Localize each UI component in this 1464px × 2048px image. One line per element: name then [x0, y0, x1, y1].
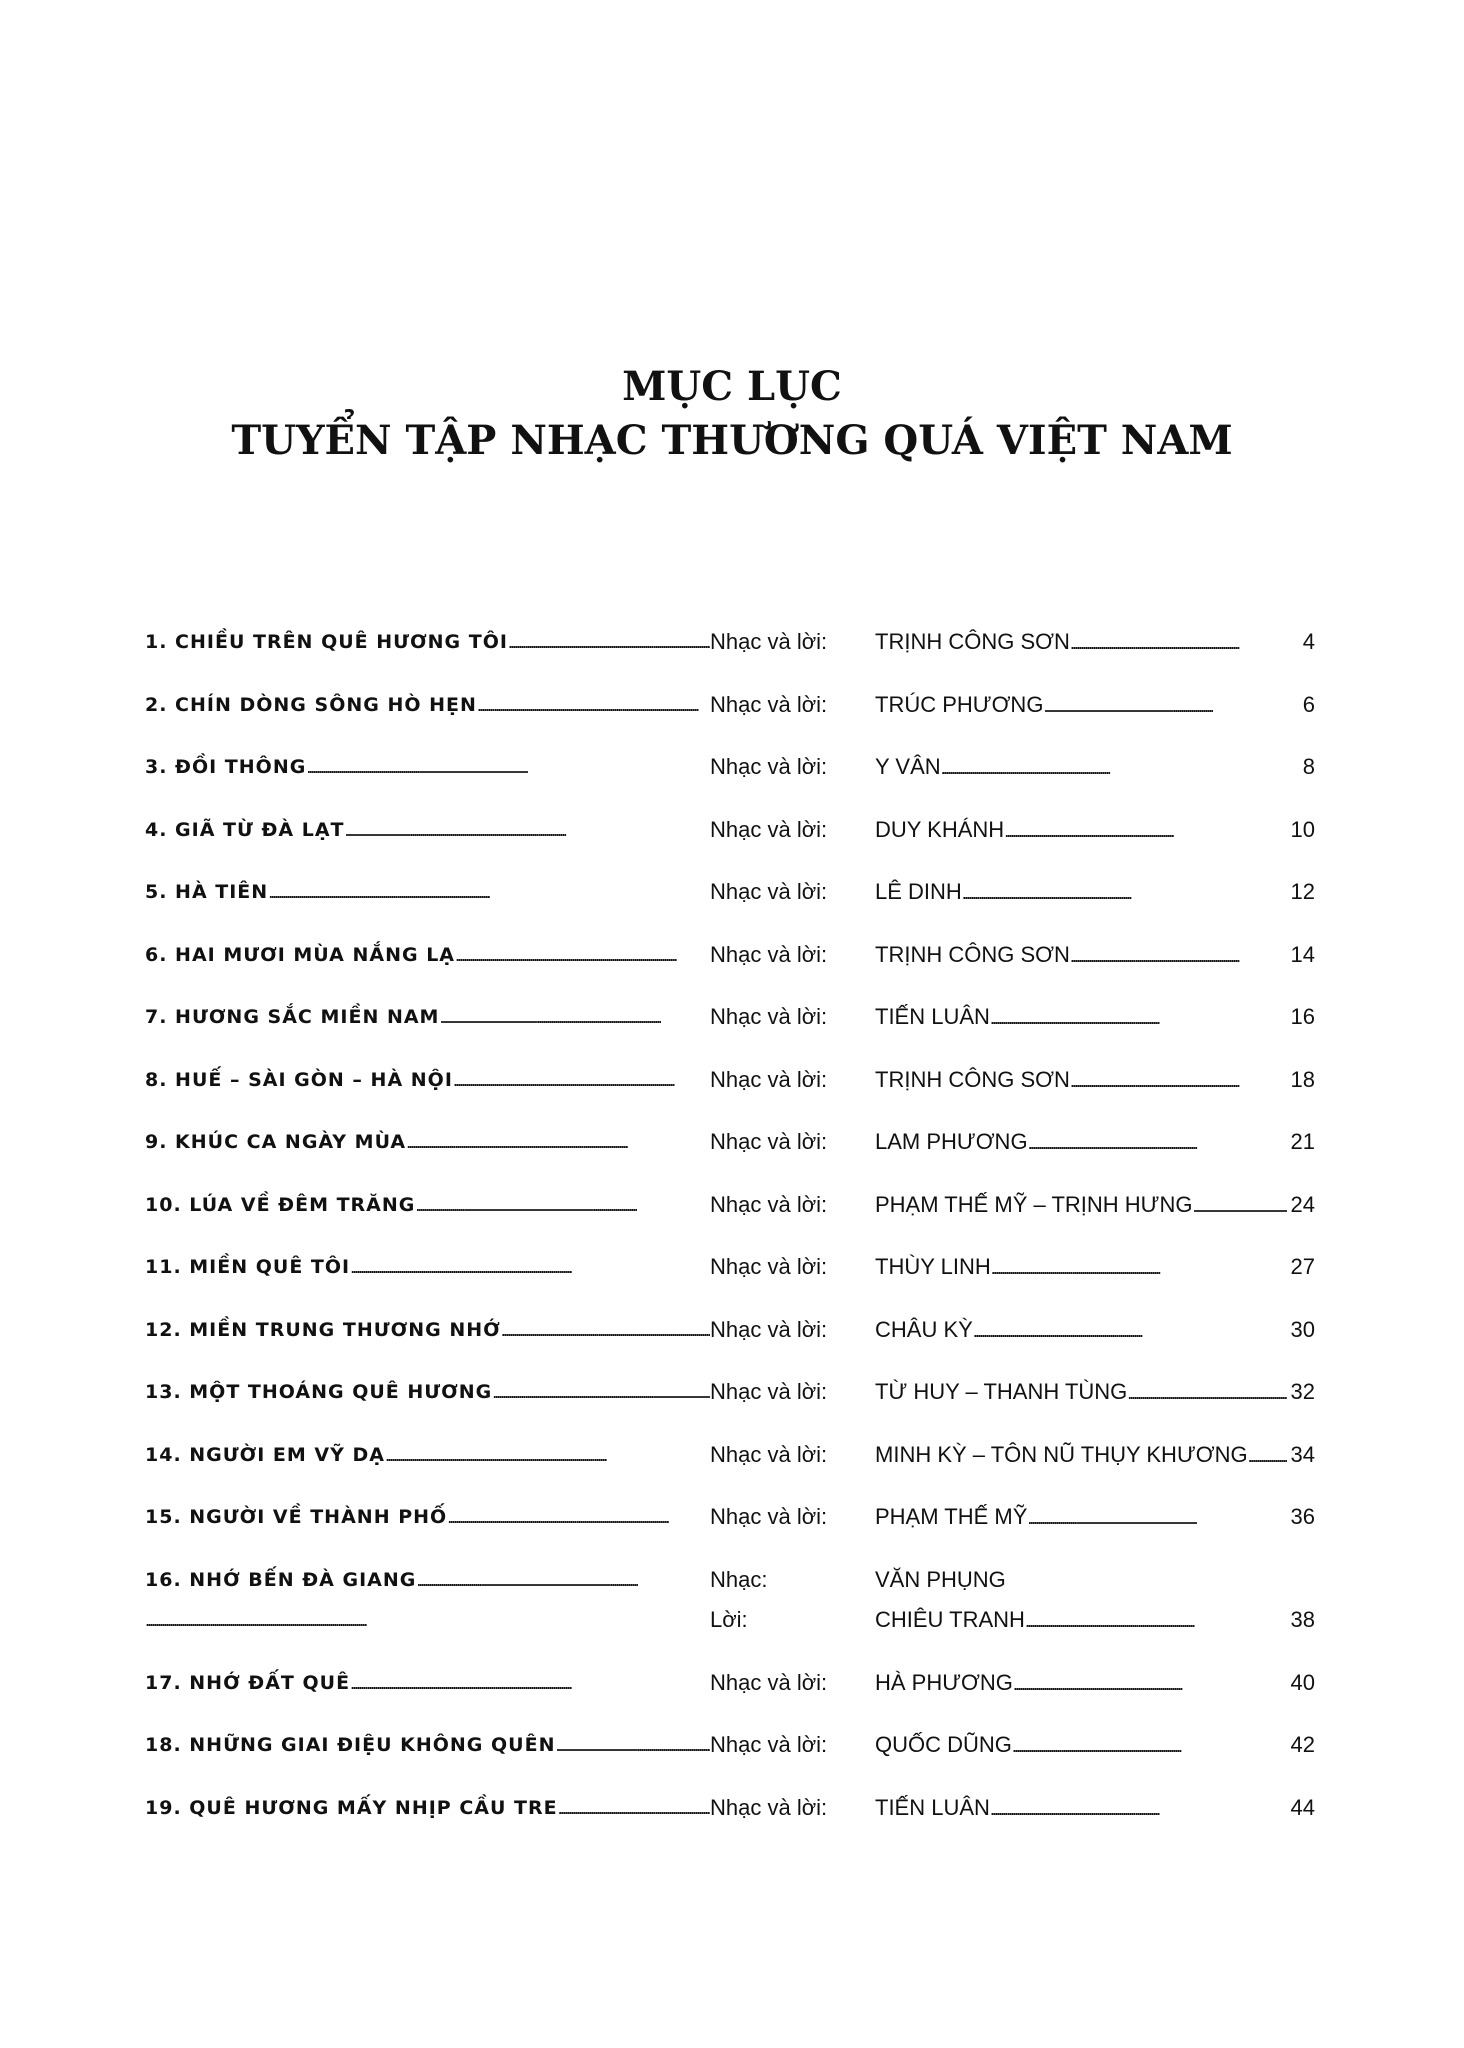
- author-name: TIẾN LUÂN: [875, 1795, 990, 1820]
- toc-entry-title-cell: [145, 683, 710, 727]
- toc-entry-title-cell: [145, 1723, 710, 1767]
- credit-role: Nhạc và lời:: [710, 1379, 828, 1404]
- credit-role: Nhạc và lời:: [710, 1317, 828, 1342]
- page-heading: [0, 360, 1464, 468]
- song-title: 14. NGƯỜI EM VỸ DẠ: [145, 1444, 385, 1466]
- song-title: 19. QUÊ HƯƠNG MẤY NHỊP CẦU TRE: [145, 1797, 558, 1819]
- song-title: 10. LÚA VỀ ĐÊM TRĂNG: [145, 1194, 416, 1216]
- song-title: 13. MỘT THOÁNG QUÊ HƯƠNG: [145, 1381, 493, 1403]
- toc-entry: [145, 1598, 1315, 1642]
- toc-entry: [145, 1245, 1315, 1289]
- credit-role: Nhạc và lời:: [710, 1442, 828, 1467]
- song-title: 3. ĐỒI THÔNG: [145, 756, 307, 778]
- author-name: QUỐC DŨNG: [875, 1732, 1012, 1757]
- song-title: 6. HAI MƯƠI MÙA NẮNG LẠ: [145, 944, 456, 966]
- dot-leader: [962, 870, 1287, 914]
- song-title: 4. GIÃ TỪ ĐÀ LẠT: [145, 819, 345, 841]
- dot-leader: [455, 933, 710, 977]
- toc-entry-title-cell: [145, 1308, 710, 1352]
- author-name: PHẠM THẾ MỸ – TRỊNH HƯNG: [875, 1192, 1193, 1217]
- dot-leader: [501, 1308, 710, 1352]
- toc-entry: [145, 808, 1315, 852]
- dot-leader: [973, 1308, 1287, 1352]
- page-number: 6: [1302, 692, 1315, 717]
- author-name: DUY KHÁNH: [875, 817, 1005, 842]
- credit-role: Nhạc và lời:: [710, 754, 828, 779]
- toc-entry-author-cell: [875, 683, 1315, 727]
- dot-leader: [1248, 1433, 1287, 1477]
- dot-leader: [477, 683, 710, 727]
- credit-role: Nhạc và lời:: [710, 879, 828, 904]
- toc-entry-author-cell: [875, 620, 1315, 664]
- dot-leader: [416, 1558, 710, 1602]
- dot-leader: [508, 620, 710, 664]
- toc-entry-author-cell: [875, 1661, 1315, 1705]
- toc-entry-author-cell: [875, 1120, 1315, 1164]
- toc-entry: [145, 1433, 1315, 1477]
- dot-leader: [1043, 683, 1298, 727]
- dot-leader: [453, 1058, 710, 1102]
- author-name: THÙY LINH: [875, 1254, 991, 1279]
- song-title: 16. NHỚ BẾN ĐÀ GIANG: [145, 1569, 417, 1591]
- dot-leader: [385, 1433, 710, 1477]
- toc-entry-author-cell: [875, 808, 1315, 852]
- author-name: TRÚC PHƯƠNG: [875, 692, 1044, 717]
- toc-entry: [145, 1786, 1315, 1830]
- toc-entry-author-cell: [875, 1786, 1315, 1830]
- dot-leader: [1070, 1058, 1287, 1102]
- credit-role: Nhạc và lời:: [710, 1254, 828, 1279]
- toc-entry-title-cell: [145, 1245, 710, 1289]
- author-name: CHÂU KỲ: [875, 1317, 973, 1342]
- dot-leader: [492, 1370, 710, 1414]
- toc-entry-title-cell: [145, 1558, 710, 1602]
- toc-entry-title-cell: [145, 1120, 710, 1164]
- dot-leader: [406, 1120, 710, 1164]
- toc-entry-author-cell: [875, 1308, 1315, 1352]
- credit-role: Nhạc và lời:: [710, 1670, 828, 1695]
- credit-role: Nhạc và lời:: [710, 1067, 828, 1092]
- song-title: 8. HUẾ – SÀI GÒN – HÀ NỘI: [145, 1069, 453, 1091]
- song-title: 5. HÀ TIÊN: [145, 881, 269, 903]
- toc-entry-author-cell: [875, 1433, 1315, 1477]
- toc-entry-author-cell: [875, 1370, 1315, 1414]
- toc-entry-author-cell: [875, 1058, 1315, 1102]
- toc-entry: [145, 1058, 1315, 1102]
- toc-entry: [145, 620, 1315, 664]
- dot-leader: [558, 1786, 710, 1830]
- page-title: MỤC LỤC: [622, 363, 842, 410]
- credit-role: Nhạc:: [710, 1567, 768, 1592]
- toc-entry-author-cell: [875, 995, 1315, 1039]
- dot-leader: [555, 1723, 710, 1767]
- dot-leader: [941, 745, 1299, 789]
- dot-leader: [268, 870, 710, 914]
- author-name: CHIÊU TRANH: [875, 1607, 1025, 1632]
- author-name: Y VÂN: [875, 754, 941, 779]
- toc-entry: [145, 745, 1315, 789]
- page-number: 30: [1290, 1317, 1315, 1342]
- credit-role: Nhạc và lời:: [710, 1732, 828, 1757]
- song-title: 18. NHỮNG GIAI ĐIỆU KHÔNG QUÊN: [145, 1734, 556, 1756]
- author-name: MINH KỲ – TÔN NŨ THỤY KHƯƠNG: [875, 1442, 1248, 1467]
- dot-leader: [415, 1183, 710, 1227]
- toc-entry: [145, 995, 1315, 1039]
- author-name: TRỊNH CÔNG SƠN: [875, 629, 1070, 654]
- page-number: 18: [1290, 1067, 1315, 1092]
- credit-role: Nhạc và lời:: [710, 1504, 828, 1529]
- toc-entry-author-cell: [875, 1245, 1315, 1289]
- song-title: 11. MIỀN QUÊ TÔI: [145, 1256, 351, 1278]
- toc-entry-author-cell: [875, 1723, 1315, 1767]
- toc-entry: [145, 1370, 1315, 1414]
- credit-role: Lời:: [710, 1607, 748, 1632]
- credit-role: Nhạc và lời:: [710, 1795, 828, 1820]
- toc-entry: [145, 1661, 1315, 1705]
- credit-role: Nhạc và lời:: [710, 942, 828, 967]
- author-name: TRỊNH CÔNG SƠN: [875, 1067, 1070, 1092]
- dot-leader: [350, 1245, 710, 1289]
- page-number: 8: [1302, 754, 1315, 779]
- page-number: 40: [1290, 1670, 1315, 1695]
- dot-leader: [1013, 1661, 1287, 1705]
- toc-entry: [145, 1308, 1315, 1352]
- song-title: 9. KHÚC CA NGÀY MÙA: [145, 1131, 407, 1153]
- page-number: 21: [1290, 1129, 1315, 1154]
- author-name: PHẠM THẾ MỸ: [875, 1504, 1028, 1529]
- dot-leader: [1025, 1598, 1287, 1642]
- song-title: 15. NGƯỜI VỀ THÀNH PHỐ: [145, 1506, 448, 1528]
- author-name: HÀ PHƯƠNG: [875, 1670, 1013, 1695]
- toc-entry-title-cell: [145, 933, 710, 977]
- author-name: TỪ HUY – THANH TÙNG: [875, 1379, 1128, 1404]
- toc-entry-title-cell: [145, 808, 710, 852]
- page-number: 10: [1290, 817, 1315, 842]
- toc-entry: [145, 1183, 1315, 1227]
- toc-entry-author-cell: [875, 870, 1315, 914]
- author-name: LAM PHƯƠNG: [875, 1129, 1028, 1154]
- toc-entry: [145, 1558, 1315, 1602]
- toc-entry: [145, 1495, 1315, 1539]
- dot-leader: [345, 808, 711, 852]
- credit-role: Nhạc và lời:: [710, 629, 828, 654]
- page-number: 12: [1290, 879, 1315, 904]
- dot-leader: [1012, 1723, 1287, 1767]
- credit-role: Nhạc và lời:: [710, 1004, 828, 1029]
- dot-leader: [1070, 620, 1299, 664]
- toc-entry-author-cell: [875, 1183, 1315, 1227]
- page-number: 38: [1290, 1607, 1315, 1632]
- song-title: 1. CHIỀU TRÊN QUÊ HƯƠNG TÔI: [145, 631, 508, 653]
- toc-entry-title-cell: [145, 1183, 710, 1227]
- toc-entry-title-cell: [145, 745, 710, 789]
- author-name: TRỊNH CÔNG SƠN: [875, 942, 1070, 967]
- author-name: VĂN PHỤNG: [875, 1567, 1006, 1592]
- toc-entry-author-cell: [875, 1495, 1315, 1539]
- toc-entry-title-cell: [145, 1598, 710, 1642]
- dot-leader: [350, 1661, 710, 1705]
- credit-role: Nhạc và lời:: [710, 1192, 828, 1217]
- toc-entry-author-cell: [875, 933, 1315, 977]
- dot-leader: [145, 1598, 710, 1642]
- song-title: 12. MIỀN TRUNG THƯƠNG NHỚ: [145, 1319, 501, 1341]
- page-number: 27: [1290, 1254, 1315, 1279]
- page-number: 42: [1290, 1732, 1315, 1757]
- page-number: 44: [1290, 1795, 1315, 1820]
- dot-leader: [990, 1786, 1287, 1830]
- toc-entry: [145, 1120, 1315, 1164]
- page-number: 32: [1290, 1379, 1315, 1404]
- credit-role: Nhạc và lời:: [710, 817, 828, 842]
- toc-entry-title-cell: [145, 1495, 710, 1539]
- toc-entry: [145, 683, 1315, 727]
- page-number: 4: [1302, 629, 1315, 654]
- page-number: 16: [1290, 1004, 1315, 1029]
- toc-entry: [145, 1723, 1315, 1767]
- dot-leader: [990, 995, 1287, 1039]
- song-title: 7. HƯƠNG SẮC MIỀN NAM: [145, 1006, 440, 1028]
- toc-entry-title-cell: [145, 995, 710, 1039]
- toc-entry-author-cell: [875, 1598, 1315, 1642]
- page-subtitle: TUYỂN TẬP NHẠC THƯƠNG QUÁ VIỆT NAM: [231, 417, 1233, 464]
- toc-entry-author-cell: [875, 1558, 1315, 1602]
- dot-leader: [1192, 1183, 1286, 1227]
- toc-entry-author-cell: [875, 745, 1315, 789]
- dot-leader: [1028, 1120, 1287, 1164]
- author-name: LÊ DINH: [875, 879, 962, 904]
- credit-role: Nhạc và lời:: [710, 1129, 828, 1154]
- dot-leader: [1127, 1370, 1286, 1414]
- page-number: 14: [1290, 942, 1315, 967]
- toc-entry-title-cell: [145, 1433, 710, 1477]
- song-title: 2. CHÍN DÒNG SÔNG HÒ HẸN: [145, 694, 477, 716]
- toc-entry-title-cell: [145, 1058, 710, 1102]
- page-number: 34: [1290, 1442, 1315, 1467]
- dot-leader: [439, 995, 710, 1039]
- toc-entry-title-cell: [145, 1370, 710, 1414]
- toc-entry: [145, 870, 1315, 914]
- dot-leader: [1070, 933, 1287, 977]
- toc-entry-title-cell: [145, 1661, 710, 1705]
- credit-role: Nhạc và lời:: [710, 692, 828, 717]
- dot-leader: [1004, 808, 1286, 852]
- page-number: 24: [1290, 1192, 1315, 1217]
- dot-leader: [991, 1245, 1287, 1289]
- author-name: TIẾN LUÂN: [875, 1004, 990, 1029]
- toc-entry-title-cell: [145, 870, 710, 914]
- toc-entry-title-cell: [145, 620, 710, 664]
- toc-entry: [145, 933, 1315, 977]
- dot-leader: [1027, 1495, 1286, 1539]
- page-number: 36: [1290, 1504, 1315, 1529]
- dot-leader: [306, 745, 710, 789]
- song-title: 17. NHỚ ĐẤT QUÊ: [145, 1672, 351, 1694]
- toc-entry-title-cell: [145, 1786, 710, 1830]
- dot-leader: [447, 1495, 710, 1539]
